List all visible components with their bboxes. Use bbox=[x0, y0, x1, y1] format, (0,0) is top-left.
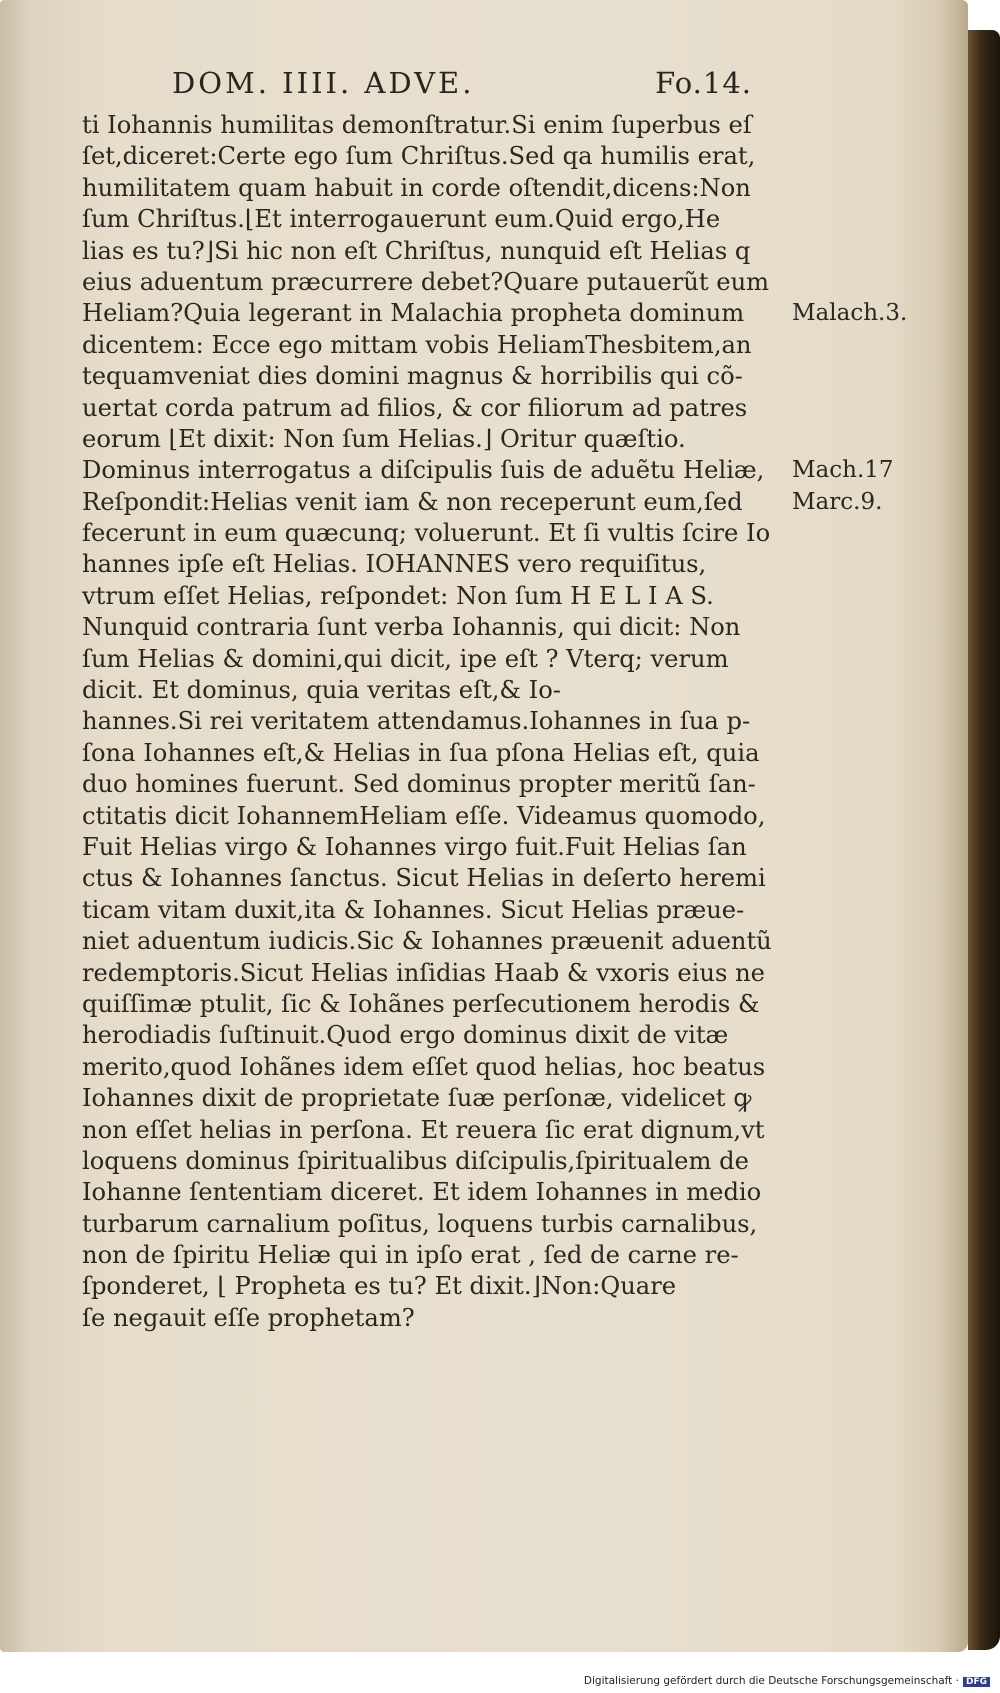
text-line: ſe negauit eſſe prophetam? bbox=[82, 1303, 415, 1332]
text-line: ſum Helias & domini,qui dicit, ipe eſt ? Vterq; verum bbox=[82, 644, 729, 673]
text-line: eius aduentum præcurrere debet?Quare putauerũt eum bbox=[82, 267, 770, 296]
text-line: tequamveniat dies domini magnus & horribilis qui cõ- bbox=[82, 362, 743, 391]
body-text bbox=[82, 110, 788, 1334]
text-line: ſona Iohannes eſt,& Helias in ſua pſona Helias eſt, quia bbox=[82, 738, 760, 767]
text-line: Fuit Helias virgo & Iohannes virgo fuit.Fuit Helias ſan bbox=[82, 832, 747, 861]
text-line: hannes.Si rei veritatem attendamus.Iohannes in ſua p- bbox=[82, 707, 751, 736]
margin-note: Mach.17 bbox=[792, 457, 894, 484]
text-line: non eſſet helias in perſona. Et reuera ſic erat dignum,vt bbox=[82, 1115, 765, 1144]
book-spine-edge bbox=[968, 30, 1000, 1650]
text-line: Reſpondit:Helias venit iam & non receperunt eum,ſed bbox=[82, 487, 743, 516]
text-line: ſponderet, ⌊ Propheta es tu? Et dixit.⌋Non:Quare bbox=[82, 1272, 677, 1301]
text-line: niet aduentum iudicis.Sic & Iohannes præuenit aduentũ bbox=[82, 927, 772, 956]
text-line: fecerunt in eum quæcunq; voluerunt. Et ſi vultis ſcire Io bbox=[82, 519, 771, 548]
digitization-credit bbox=[584, 1675, 990, 1687]
text-line: lias es tu?⌋Si hic non eſt Chriſtus, nunquid eſt Helias q bbox=[82, 236, 751, 265]
text-line: ti Iohannis humilitas demonſtratur.Si enim ſuperbus eſ bbox=[82, 111, 752, 139]
page-header bbox=[172, 66, 752, 104]
running-title: DOM. IIII. ADVE. bbox=[172, 66, 475, 100]
credit-text: Digitalisierung gefördert durch die Deutsche Forschungsgemeinschaft · bbox=[583, 1675, 959, 1687]
text-line: dicentem: Ecce ego mittam vobis HeliamThesbitem,an bbox=[82, 330, 752, 359]
text-line: quiſſimæ ptulit, ſic & Iohãnes perſecutionem herodis & bbox=[82, 989, 760, 1018]
text-line: Iohannes dixit de proprietate ſuæ perſonæ, videlicet ꝙ bbox=[82, 1084, 752, 1113]
margin-note: Marc.9. bbox=[792, 488, 883, 515]
dfg-logo: DFG bbox=[963, 1677, 990, 1687]
text-line: Nunquid contraria ſunt verba Iohannis, qui dicit: Non bbox=[82, 613, 741, 642]
text-line: Heliam?Quia legerant in Malachia propheta dominum bbox=[82, 299, 745, 328]
text-line: Iohanne ſententiam diceret. Et idem Iohannes in medio bbox=[82, 1178, 762, 1207]
text-line: merito,quod Iohãnes idem eſſet quod helias, hoc beatus bbox=[82, 1052, 766, 1081]
text-line: eorum ⌊Et dixit: Non ſum Helias.⌋ Oritur quæſtio. bbox=[82, 424, 686, 453]
text-line: ctus & Iohannes ſanctus. Sicut Helias in deſerto heremi bbox=[82, 864, 766, 893]
text-line: loquens dominus ſpiritualibus diſcipulis,ſpiritualem de bbox=[82, 1146, 749, 1175]
text-line: ctitatis dicit IohannemHeliam eſſe. Videamus quomodo, bbox=[82, 801, 766, 830]
text-line: vtrum eſſet Helias, reſpondet: Non ſum H E L I A S. bbox=[82, 581, 714, 610]
folio-number: Fo.14. bbox=[655, 66, 752, 100]
text-line: humilitatem quam habuit in corde oſtendit,dicens:Non bbox=[82, 173, 751, 202]
text-line: non de ſpiritu Heliæ qui in ipſo erat , ſed de carne re- bbox=[82, 1241, 739, 1270]
text-line: ſet,diceret:Certe ego ſum Chriſtus.Sed qa humilis erat, bbox=[82, 142, 756, 171]
text-line: dicit. Et dominus, quia veritas eſt,& Io- bbox=[82, 676, 561, 705]
text-line: Dominus interrogatus a diſcipulis ſuis de aduẽtu Heliæ, bbox=[82, 456, 765, 485]
margin-note: Malach.3. bbox=[792, 300, 908, 327]
text-line: hannes ipſe eſt Helias. IOHANNES vero requiſitus, bbox=[82, 550, 707, 579]
text-line: redemptoris.Sicut Helias inſidias Haab & vxoris eius ne bbox=[82, 958, 765, 987]
text-line: duo homines fuerunt. Sed dominus propter meritũ ſan- bbox=[82, 770, 756, 799]
text-line: uertat corda patrum ad filios, & cor filiorum ad patres bbox=[82, 393, 748, 422]
text-line: turbarum carnalium poſitus, loquens turbis carnalibus, bbox=[82, 1209, 758, 1238]
text-line: ſum Chriſtus.⌊Et interrogauerunt eum.Quid ergo,He bbox=[82, 205, 721, 234]
text-line: ticam vitam duxit,ita & Iohannes. Sicut Helias præue- bbox=[82, 895, 745, 924]
text-line: herodiadis ſuſtinuit.Quod ergo dominus dixit de vitæ bbox=[82, 1021, 729, 1050]
